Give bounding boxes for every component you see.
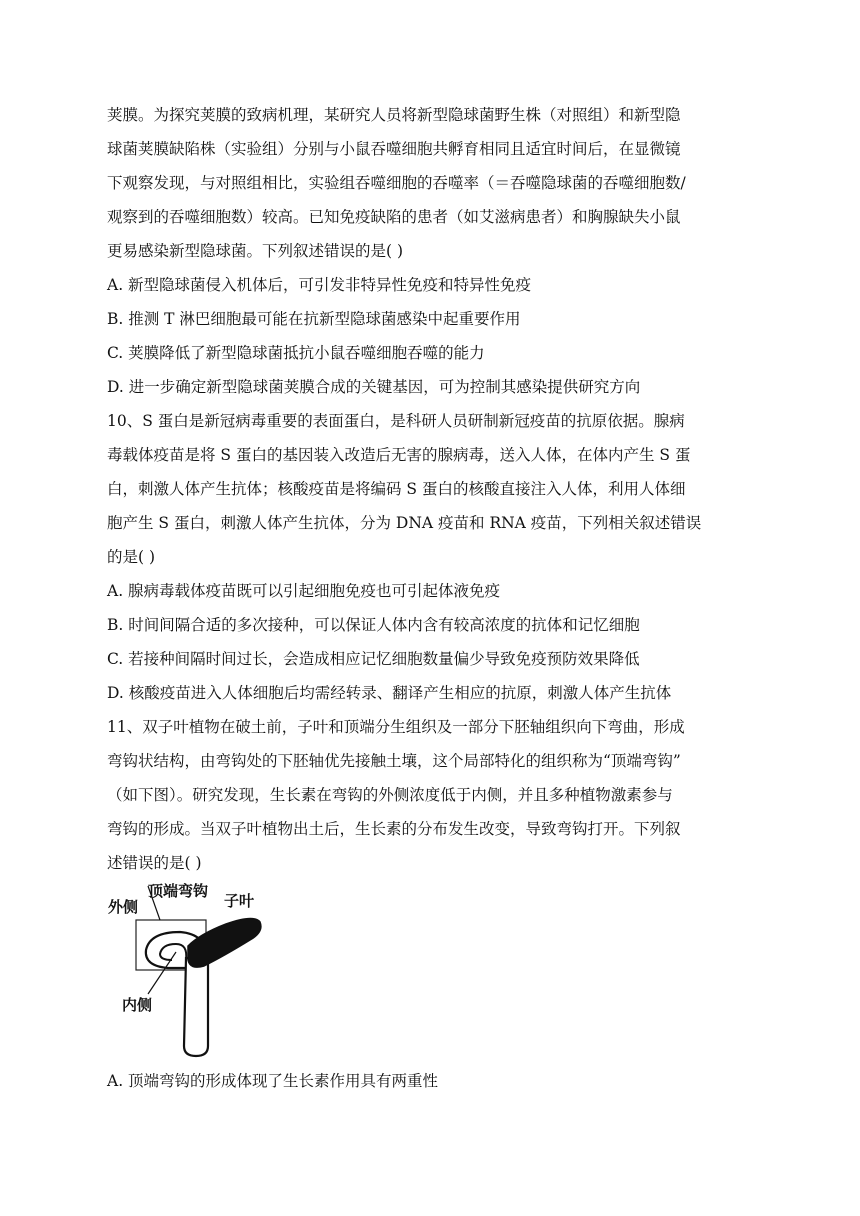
q10-option-a: A. 腺病毒载体疫苗既可以引起细胞免疫也可引起体液免疫 (107, 582, 501, 600)
label-cotyledon: 子叶 (224, 892, 255, 910)
q10-line-2: 毒载体疫苗是将 S 蛋白的基因装入改造后无害的腺病毒，送入人体，在体内产生 S 蛋 (107, 446, 691, 464)
q9-option-b: B. 推测 T 淋巴细胞最可能在抗新型隐球菌感染中起重要作用 (107, 310, 521, 328)
q11-line-5: 述错误的是( ) (107, 854, 202, 872)
q11-line-2: 弯钩状结构，由弯钩处的下胚轴优先接触土壤，这个局部特化的组织称为“顶端弯钩” (107, 752, 681, 770)
q9-line-4: 观察到的吞噬细胞数）较高。已知免疫缺陷的患者（如艾滋病患者）和胸腺缺失小鼠 (107, 208, 681, 226)
q9-option-a: A. 新型隐球菌侵入机体后，可引发非特异性免疫和特异性免疫 (107, 276, 532, 294)
q10-line-4: 胞产生 S 蛋白，刺激人体产生抗体，分为 DNA 疫苗和 RNA 疫苗，下列相关叙述错误 (107, 514, 702, 532)
q9-option-d: D. 进一步确定新型隐球菌荚膜合成的关键基因，可为控制其感染提供研究方向 (107, 378, 641, 396)
apical-hook-figure (104, 876, 274, 1066)
q9-line-2: 球菌荚膜缺陷株（实验组）分别与小鼠吞噬细胞共孵育相同且适宜时间后，在显微镜 (107, 140, 681, 158)
label-outer: 外侧 (108, 898, 139, 916)
q10-option-c: C. 若接种间隔时间过长，会造成相应记忆细胞数量偏少导致免疫预防效果降低 (107, 650, 640, 668)
q11-line-4: 弯钩的形成。当双子叶植物出土后，生长素的分布发生改变，导致弯钩打开。下列叙 (107, 820, 681, 838)
q9-line-5: 更易感染新型隐球菌。下列叙述错误的是( ) (107, 242, 404, 260)
q10-line-5: 的是( ) (107, 548, 156, 566)
q10-line-1: 10、S 蛋白是新冠病毒重要的表面蛋白，是科研人员研制新冠疫苗的抗原依据。腺病 (107, 412, 685, 430)
q9-line-1: 荚膜。为探究荚膜的致病机理，某研究人员将新型隐球菌野生株（对照组）和新型隐 (107, 106, 681, 124)
label-inner: 内侧 (122, 996, 153, 1014)
q11-line-3: （如下图）。研究发现，生长素在弯钩的外侧浓度低于内侧，并且多种植物激素参与 (107, 786, 673, 804)
q10-option-d: D. 核酸疫苗进入人体细胞后均需经转录、翻译产生相应的抗原，刺激人体产生抗体 (107, 684, 672, 702)
q11-option-a: A. 顶端弯钩的形成体现了生长素作用具有两重性 (107, 1072, 439, 1090)
q11-line-1: 11、双子叶植物在破土前，子叶和顶端分生组织及一部分下胚轴组织向下弯曲，形成 (107, 718, 685, 736)
label-apical-hook: 顶端弯钩 (148, 882, 209, 900)
q10-option-b: B. 时间间隔合适的多次接种，可以保证人体内含有较高浓度的抗体和记忆细胞 (107, 616, 640, 634)
q9-option-c: C. 荚膜降低了新型隐球菌抵抗小鼠吞噬细胞吞噬的能力 (107, 344, 485, 362)
q10-line-3: 白，刺激人体产生抗体；核酸疫苗是将编码 S 蛋白的核酸直接注入人体，利用人体细 (107, 480, 686, 498)
q9-line-3: 下观察发现，与对照组相比，实验组吞噬细胞的吞噬率（＝吞噬隐球菌的吞噬细胞数/ (107, 174, 686, 192)
